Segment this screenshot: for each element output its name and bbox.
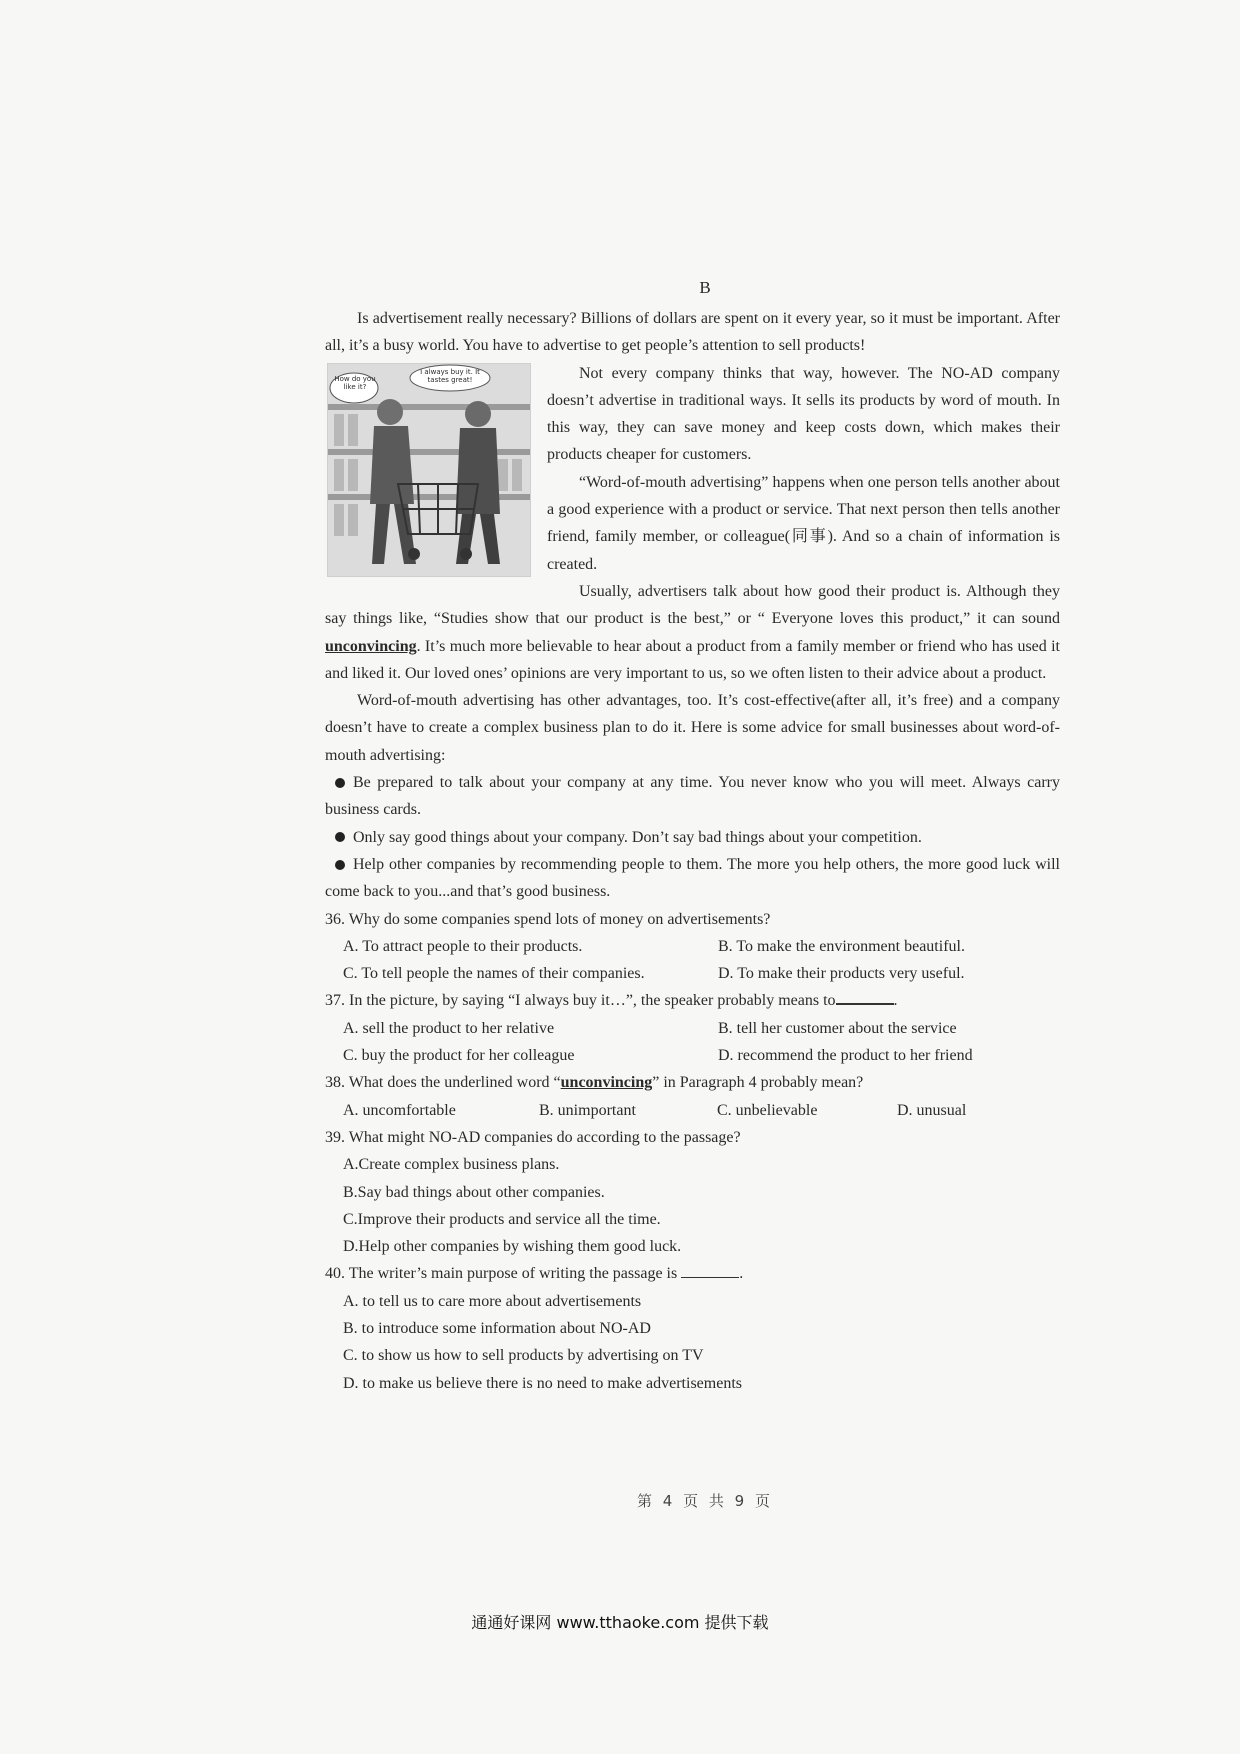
option[interactable]: D. to make us believe there is no need to make advertisements: [343, 1374, 742, 1392]
option[interactable]: D. unusual: [897, 1101, 967, 1119]
option[interactable]: B. to introduce some information about NO-AD: [343, 1319, 651, 1337]
underlined-word: unconvincing: [560, 1074, 653, 1092]
bullet-dot: [335, 860, 345, 870]
option[interactable]: C. to show us how to sell products by advertising on TV: [343, 1347, 704, 1365]
advice-bullet-2: Only say good things about your company. Don’t say bad things about your competition.: [325, 824, 1060, 851]
answer-blank[interactable]: [836, 989, 894, 1005]
option[interactable]: A. to tell us to care more about advertisements: [343, 1292, 642, 1310]
option[interactable]: C. buy the product for her colleague: [343, 1047, 575, 1065]
paragraph-3: “Word-of-mouth advertising” happens when one person tells another about a good experience with a product or service. That next person then tells another friend, family member, or colleague(同事). And so a chain of information is created.: [547, 473, 1060, 573]
option[interactable]: B. To make the environment beautiful.: [718, 937, 965, 955]
question-36-options: [325, 933, 1060, 988]
advice-bullet-1: Be prepared to talk about your company at any time. You never know who you will meet. Always carry business cards.: [325, 774, 1060, 819]
question-38: 38. What does the underlined word “unconvincing” in Paragraph 4 probably mean?: [325, 1074, 864, 1092]
option[interactable]: B. tell her customer about the service: [718, 1019, 957, 1037]
option[interactable]: C. To tell people the names of their companies.: [343, 965, 645, 983]
question-36: 36. Why do some companies spend lots of money on advertisements?: [325, 910, 771, 928]
answer-blank[interactable]: [681, 1263, 739, 1278]
option[interactable]: A. To attract people to their products.: [343, 937, 583, 955]
option[interactable]: B.Say bad things about other companies.: [343, 1183, 605, 1201]
speech-bubble-left: How do you like it?: [334, 374, 376, 391]
option[interactable]: C.Improve their products and service all the time.: [343, 1210, 661, 1228]
section-letter: B: [699, 278, 711, 297]
paragraph-2: Not every company thinks that way, however. The NO-AD company doesn’t advertise in traditional ways. It sells its products by word of mouth. In this way, they can save money and keep costs down, which makes their products cheaper for customers.: [547, 364, 1060, 464]
option[interactable]: D. recommend the product to her friend: [718, 1047, 973, 1065]
question-39: 39. What might NO-AD companies do according to the passage?: [325, 1128, 741, 1146]
option[interactable]: A. sell the product to her relative: [343, 1019, 555, 1037]
paragraph-4: [325, 578, 1060, 687]
option[interactable]: B. unimportant: [539, 1101, 636, 1119]
option[interactable]: A. uncomfortable: [343, 1101, 456, 1119]
bullet-dot: [335, 778, 345, 788]
bullet-dot: [335, 832, 345, 842]
paragraph-4-end: . It’s much more believable to hear about a product from a family member or friend who has used it and liked it. Our loved ones’ opinions are very important to us, so we often listen to their advice about a product.: [325, 637, 1060, 682]
paragraph-4-start: Usually, advertisers talk about how good their product is. Although they say things like, “Studies show that our product is the best,” or “ Everyone loves this product,” it can sound: [325, 582, 1060, 628]
download-footer: 通通好课网 www.tthaoke.com 提供下载: [471, 1613, 769, 1632]
option[interactable]: D.Help other companies by wishing them good luck.: [343, 1238, 682, 1256]
passage: [325, 305, 1060, 1397]
option[interactable]: C. unbelievable: [717, 1101, 818, 1119]
question-39-options: [325, 1151, 1060, 1260]
question-38-options: [325, 1097, 1060, 1124]
question-37-options: [325, 1015, 1060, 1070]
advice-bullet-3: Help other companies by recommending people to them. The more you help others, the more good luck will come back to you...and that’s good business.: [325, 855, 1060, 901]
question-40: 40. The writer’s main purpose of writing the passage is .: [325, 1265, 744, 1283]
option[interactable]: A.Create complex business plans.: [343, 1156, 560, 1174]
speech-bubble-right: I always buy it. It tastes great!: [420, 367, 480, 384]
paragraph-5: Word-of-mouth advertising has other advantages, too. It’s cost-effective(after all, it’s free) and a company doesn’t have to create a complex business plan to do it. Here is some advice for small businesses about word-of-mouth advertising:: [325, 692, 1060, 764]
question-37: 37. In the picture, by saying “I always buy it…”, the speaker probably means to .: [325, 987, 1060, 1014]
page-number: 第 4 页 共 9 页: [637, 1492, 773, 1510]
underlined-word: unconvincing: [325, 637, 417, 655]
question-40-options: [325, 1288, 1060, 1397]
shopping-picture: [327, 363, 531, 577]
option[interactable]: D. To make their products very useful.: [718, 965, 965, 983]
shopping-illustration: [328, 364, 530, 576]
paragraph-1: Is advertisement really necessary? Billions of dollars are spent on it every year, so it must be important. After all, it’s a busy world. You have to advertise to get people’s attention to sell products!: [325, 310, 1060, 355]
